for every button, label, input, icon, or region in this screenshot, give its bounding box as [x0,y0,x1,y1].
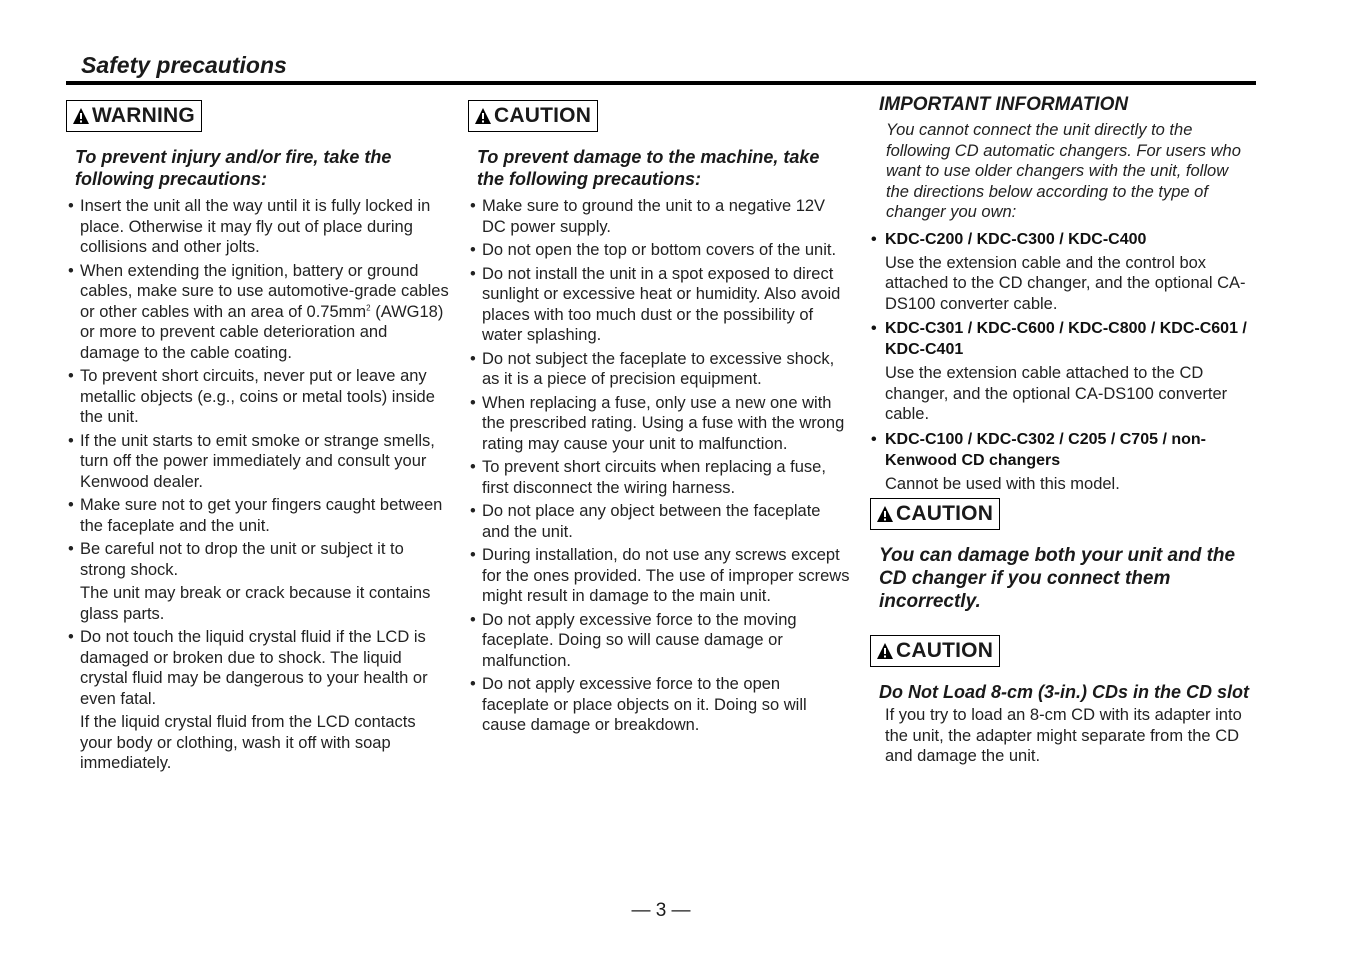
list-item: • Do not install the unit in a spot exposed to direct sunlight or excessive heat or humidity. Also avoid places with too much dust or the possibility of water splashing. [470,264,841,344]
page-title: Safety precautions [81,52,287,78]
caution-8cm-section [870,635,1254,767]
important-body: You cannot connect the unit directly to the following CD automatic changers. For users who want to use older changers with the unit, follow the directions below according to the type of changer you own: [886,121,1241,221]
warning-triangle-icon [72,107,90,125]
caution-list [468,196,850,736]
changer-models-desc: Use the extension cable and the control box attached to the CD changer, and the optional CA-DS100 converter cable. [885,253,1246,313]
warning-triangle-icon [876,505,894,523]
list-item: • During installation, do not use any screws except for the ones provided. The use of improper screws might result in damage to the main unit. [470,546,850,605]
list-item: • Do not subject the faceplate to excessive shock, as it is a piece of precision equipment. [470,349,835,388]
warning-list [66,196,451,580]
changer-models-desc: Use the extension cable attached to the CD changer, and the optional CA-DS100 converter cable. [885,364,1228,423]
list-item: • To prevent short circuits when replacing a fuse, first disconnect the wiring harness. [470,458,826,497]
caution-section [468,100,850,739]
warning-lead: To prevent injury and/or fire, take the following precautions: [75,147,392,189]
list-item: • Insert the unit all the way until it is fully locked in place. Otherwise it may fly out of place during collisions and other jolts. [68,197,431,256]
list-item: • Do not apply excessive force to the open faceplate or place objects on it. Doing so will cause damage or breakdown. [470,675,807,734]
caution-lead: To prevent damage to the machine, take the following precautions: [477,147,820,189]
list-item: • When extending the ignition, battery or ground cables, make sure to use automotive-grade cables or other cables with an area of $0.75mm^2$ (AWG18) or more to prevent cable deterioration and damage to the cable coating. [68,261,449,362]
important-section [870,94,1254,767]
list-item: • If the unit starts to emit smoke or strange smells, turn off the power immediately and consult your Kenwood dealer. [68,431,435,491]
list-item: • To prevent short circuits, never put or leave any metallic objects (e.g., coins or metal tools) inside the unit. [68,367,435,426]
important-title: IMPORTANT INFORMATION [879,94,1129,115]
caution-label: CAUTION [896,502,994,525]
list-item: • Make sure to ground the unit to a negative 12V DC power supply. [470,197,826,236]
changer-models-desc: Cannot be used with this model. [885,474,1120,493]
list-item: • Make sure not to get your fingers caught between the faceplate and the unit. [68,496,443,535]
warning-badge [66,100,202,132]
changer-models-item: • KDC-C301 / KDC-C600 / KDC-C800 / KDC-C601 / KDC-C401 [871,320,1247,358]
caution-label: CAUTION [896,639,994,662]
list-item: • Do not open the top or bottom covers of the unit. [470,241,837,259]
caution-badge [468,100,598,132]
changer-models-item: • KDC-C200 / KDC-C300 / KDC-C400 [871,230,1147,248]
list-item: • Be careful not to drop the unit or subject it to strong shock. [68,540,404,579]
shock-note: The unit may break or crack because it contains glass parts. [80,584,431,623]
caution-label: CAUTION [494,104,592,127]
lcd-note: If the liquid crystal fluid from the LCD contacts your body or clothing, wash it off with soap immediately. [80,713,416,772]
list-item: • When replacing a fuse, only use a new one with the prescribed rating. Using a fuse with the wrong rating may cause your unit to malfunction. [470,393,845,453]
caution-8cm-body: If you try to load an 8-cm CD with its adapter into the unit, the adapter might separate from the CD and damage the unit. [885,706,1242,765]
caution-badge [870,498,1000,530]
changer-models-item: • KDC-C100 / KDC-C302 / C205 / C705 / non-Kenwood CD changers [871,430,1206,469]
warning-triangle-icon [474,107,492,125]
caution-badge [870,635,1000,667]
title-rule [66,81,1256,85]
caution-connect-lead: You can damage both your unit and the CD changer if you connect them incorrectly. [879,545,1236,612]
caution-8cm-lead: Do Not Load 8-cm (3-in.) CDs in the CD slot [879,682,1250,702]
list-item: • Do not place any object between the faceplate and the unit. [470,502,821,541]
list-item: • Do not touch the liquid crystal fluid if the LCD is damaged or broken due to shock. The liquid crystal fluid may be dangerous to your health or even fatal. [68,628,428,708]
warning-label: WARNING [92,104,195,127]
caution-connect-section [870,498,1254,613]
warning-section [66,100,451,777]
page-number: — 3 — [631,900,691,921]
list-item: • Do not apply excessive force to the moving faceplate. Doing so will cause damage or malfunction. [470,610,797,670]
warning-triangle-icon [876,642,894,660]
